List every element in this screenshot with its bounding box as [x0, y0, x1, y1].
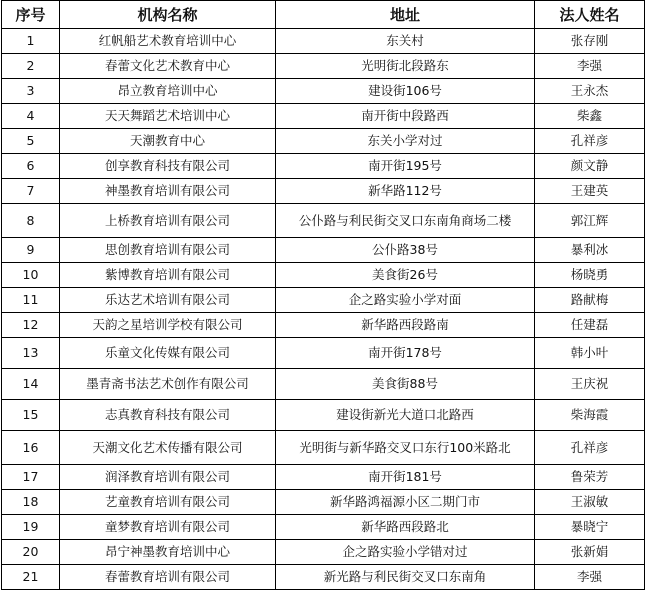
cell-name: 天潮文化艺术传播有限公司 [60, 431, 276, 465]
table-row [2, 400, 645, 431]
cell-name: 天韵之星培训学校有限公司 [60, 313, 276, 338]
cell-name: 童梦教育培训有限公司 [60, 515, 276, 540]
cell-seq: 15 [2, 400, 60, 431]
cell-rep: 鲁荣芳 [535, 465, 645, 490]
header-rep: 法人姓名 [535, 1, 645, 29]
cell-address: 东关村 [276, 29, 535, 54]
cell-seq: 1 [2, 29, 60, 54]
institution-table [1, 0, 645, 590]
table-row [2, 490, 645, 515]
cell-address: 企之路实验小学对面 [276, 288, 535, 313]
cell-rep: 任建磊 [535, 313, 645, 338]
cell-address: 新华路西段路南 [276, 313, 535, 338]
cell-seq: 7 [2, 179, 60, 204]
cell-rep: 柴海霞 [535, 400, 645, 431]
cell-rep: 暴晓宁 [535, 515, 645, 540]
table-row [2, 313, 645, 338]
cell-rep: 王建英 [535, 179, 645, 204]
cell-name: 昂立教育培训中心 [60, 79, 276, 104]
cell-seq: 2 [2, 54, 60, 79]
cell-address: 光明街与新华路交叉口东行100米路北 [276, 431, 535, 465]
cell-seq: 5 [2, 129, 60, 154]
cell-rep: 张存刚 [535, 29, 645, 54]
cell-seq: 17 [2, 465, 60, 490]
cell-seq: 14 [2, 369, 60, 400]
cell-name: 乐童文化传媒有限公司 [60, 338, 276, 369]
cell-seq: 9 [2, 238, 60, 263]
cell-rep: 柴鑫 [535, 104, 645, 129]
cell-seq: 3 [2, 79, 60, 104]
cell-address: 企之路实验小学错对过 [276, 540, 535, 565]
cell-address: 新华路鸿福源小区二期门市 [276, 490, 535, 515]
header-row [2, 1, 645, 29]
cell-rep: 王淑敏 [535, 490, 645, 515]
cell-seq: 13 [2, 338, 60, 369]
cell-address: 南开街181号 [276, 465, 535, 490]
table-row [2, 79, 645, 104]
cell-address: 南开街178号 [276, 338, 535, 369]
cell-address: 公仆路38号 [276, 238, 535, 263]
header-address: 地址 [276, 1, 535, 29]
cell-rep: 张新娟 [535, 540, 645, 565]
table-row [2, 431, 645, 465]
table-row [2, 369, 645, 400]
cell-address: 建设街新光大道口北路西 [276, 400, 535, 431]
cell-name: 润泽教育培训有限公司 [60, 465, 276, 490]
cell-address: 光明街北段路东 [276, 54, 535, 79]
table-row [2, 288, 645, 313]
table-row [2, 515, 645, 540]
table-row [2, 338, 645, 369]
cell-seq: 18 [2, 490, 60, 515]
header-name: 机构名称 [60, 1, 276, 29]
table-row [2, 263, 645, 288]
cell-rep: 李强 [535, 565, 645, 590]
cell-rep: 杨晓勇 [535, 263, 645, 288]
cell-address: 南开街195号 [276, 154, 535, 179]
cell-name: 红帆船艺术教育培训中心 [60, 29, 276, 54]
cell-name: 艺童教育培训有限公司 [60, 490, 276, 515]
cell-seq: 12 [2, 313, 60, 338]
table-row [2, 104, 645, 129]
cell-seq: 6 [2, 154, 60, 179]
cell-address: 建设街106号 [276, 79, 535, 104]
header-seq: 序号 [2, 1, 60, 29]
cell-name: 上桥教育培训有限公司 [60, 204, 276, 238]
cell-name: 创享教育科技有限公司 [60, 154, 276, 179]
cell-name: 思创教育培训有限公司 [60, 238, 276, 263]
cell-rep: 韩小叶 [535, 338, 645, 369]
cell-address: 新华路112号 [276, 179, 535, 204]
table-row [2, 54, 645, 79]
cell-seq: 4 [2, 104, 60, 129]
table-row [2, 154, 645, 179]
cell-rep: 暴利冰 [535, 238, 645, 263]
cell-rep: 颜文静 [535, 154, 645, 179]
cell-name: 墨青斋书法艺术创作有限公司 [60, 369, 276, 400]
cell-name: 志真教育科技有限公司 [60, 400, 276, 431]
cell-address: 美食街88号 [276, 369, 535, 400]
cell-rep: 孔祥彦 [535, 129, 645, 154]
cell-seq: 21 [2, 565, 60, 590]
cell-address: 南开街中段路西 [276, 104, 535, 129]
table-row [2, 565, 645, 590]
cell-seq: 10 [2, 263, 60, 288]
cell-seq: 16 [2, 431, 60, 465]
cell-address: 东关小学对过 [276, 129, 535, 154]
cell-seq: 19 [2, 515, 60, 540]
table-row [2, 238, 645, 263]
cell-name: 神墨教育培训有限公司 [60, 179, 276, 204]
table-row [2, 29, 645, 54]
cell-name: 天天舞蹈艺术培训中心 [60, 104, 276, 129]
cell-name: 紫博教育培训有限公司 [60, 263, 276, 288]
cell-name: 天潮教育中心 [60, 129, 276, 154]
cell-rep: 路献梅 [535, 288, 645, 313]
table-row [2, 179, 645, 204]
cell-address: 美食街26号 [276, 263, 535, 288]
table-row [2, 204, 645, 238]
cell-seq: 11 [2, 288, 60, 313]
cell-seq: 20 [2, 540, 60, 565]
cell-rep: 郭江辉 [535, 204, 645, 238]
table-row [2, 465, 645, 490]
table-row [2, 540, 645, 565]
cell-name: 乐达艺术培训有限公司 [60, 288, 276, 313]
cell-name: 昂宁神墨教育培训中心 [60, 540, 276, 565]
cell-rep: 孔祥彦 [535, 431, 645, 465]
cell-name: 春蕾教育培训有限公司 [60, 565, 276, 590]
cell-rep: 李强 [535, 54, 645, 79]
cell-rep: 王庆祝 [535, 369, 645, 400]
cell-address: 新光路与利民街交叉口东南角 [276, 565, 535, 590]
table-row [2, 129, 645, 154]
cell-address: 新华路西段路北 [276, 515, 535, 540]
cell-seq: 8 [2, 204, 60, 238]
cell-address: 公仆路与利民街交叉口东南角商场二楼 [276, 204, 535, 238]
cell-name: 春蕾文化艺术教育中心 [60, 54, 276, 79]
cell-rep: 王永杰 [535, 79, 645, 104]
